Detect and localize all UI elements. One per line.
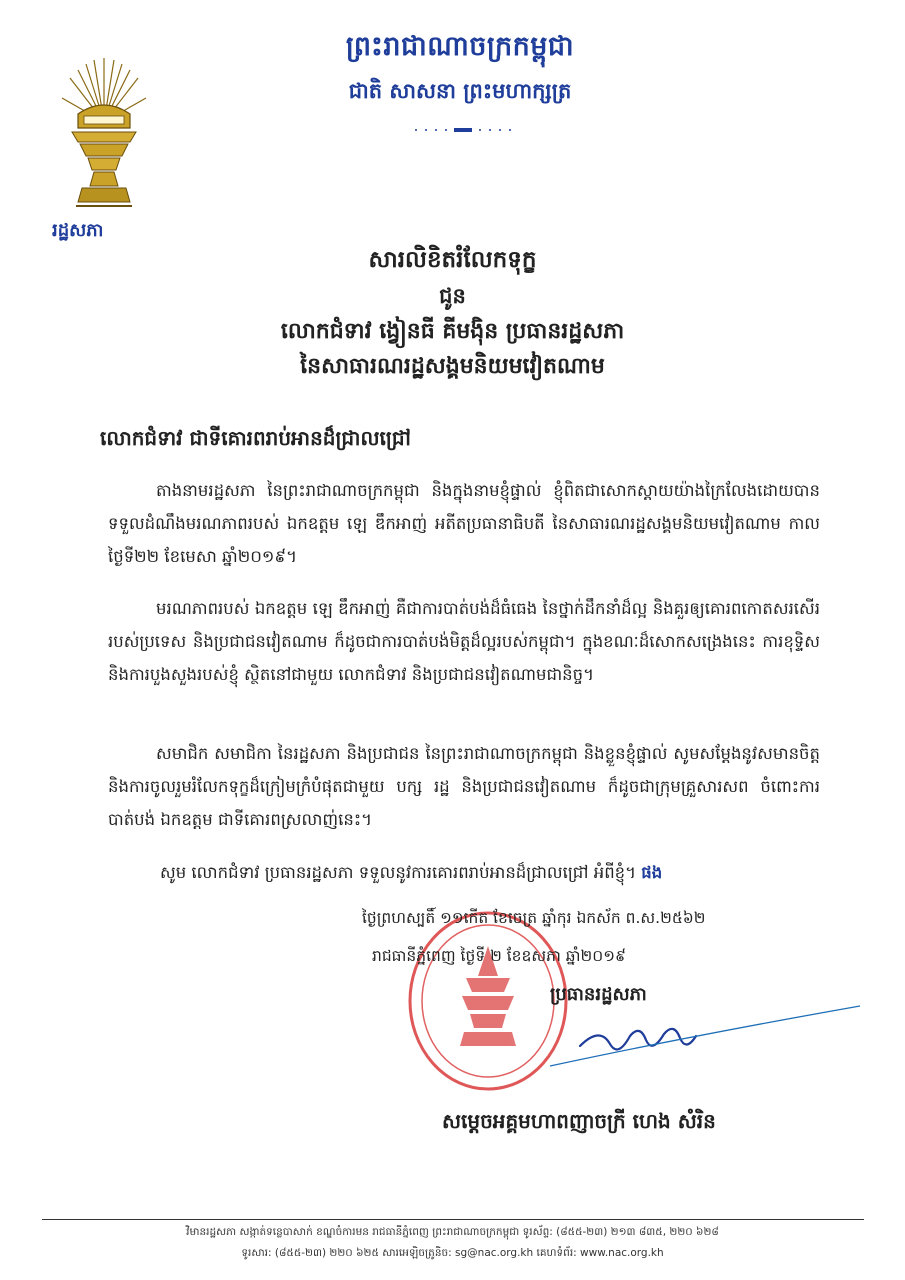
organization-name: រដ្ឋសភា [52,220,104,241]
ornament-divider [408,124,518,136]
footer-address: វិមានរដ្ឋសភា សង្កាត់ទន្លេបាសាក់ ខណ្ឌចំការមន រាជធានីភ្នំពេញ ព្រះរាជាណាចក្រកម្ពុជា ទូរស័ព្ទ: (៨៥៥-២៣) ២១៣ ៨៣៥, ២២០ ៦២៨ [186,1226,719,1238]
kingdom-heading: ព្រះរាជាណាចក្រកម្ពុជា [345,31,575,62]
handwritten-signature [540,996,870,1076]
handwritten-addition: ផង [641,863,663,882]
place-and-date: រាជធានីភ្នំពេញ ថ្ងៃទី ២ ខែឧសភា ឆ្នាំ២០១៩ [372,947,626,965]
lunar-date: ថ្ងៃព្រហស្បតិ៍ ១១កើត ខែចេត្រ ឆ្នាំកុរ ឯកស័ក ព.ស.២៥៦២ [362,909,706,927]
recipient-country: នៃសាធារណរដ្ឋសង្គមនិយមវៀតណាម [300,354,605,379]
signer-title: ប្រធានរដ្ឋសភា [550,984,647,1005]
letter-title: សារលិខិតរំលែកទុក្ខ [368,247,537,273]
body-paragraph-2: មរណភាពរបស់ ឯកឧត្តម ឡេ ឌឹកអាញ់ គឺជាការបាត់បង់ដ៏ធំធេង នៃថ្នាក់ដឹកនាំដ៏ល្អ និងគួរឲ្យគោរពកោតសរសើររបស់ប្រទេស និងប្រជាជនវៀតណាម ក៏ដូចជាការបាត់បង់មិត្តដ៏ល្អរបស់កម្ពុជា។ ក្នុងខណៈដ៏សោកសង្រេងនេះ ការខុទ្ទិស និងការបួងសួងរបស់ខ្ញុំ ស្ថិតនៅជាមួយ លោកជំទាវ និងប្រជាជនវៀតណាមជានិច្ច។ [108,599,820,684]
national-motto: ជាតិ សាសនា ព្រះមហាក្សត្រ [348,79,572,103]
recipient-to: ជូន [439,284,466,308]
closing-text: សូម លោកជំទាវ ប្រធានរដ្ឋសភា ទទួលនូវការគោរពរាប់អានដ៏ជ្រាលជ្រៅ អំពីខ្ញុំ។ [160,863,637,882]
footer-divider [42,1219,864,1220]
national-assembly-emblem-icon [58,52,150,212]
closing-paragraph [160,858,850,888]
body-paragraph-1: តាងនាមរដ្ឋសភា នៃព្រះរាជាណាចក្រកម្ពុជា និងក្នុងនាមខ្ញុំផ្ទាល់ ខ្ញុំពិតជាសោកស្តាយយ៉ាងក្រៃលែងដោយបានទទួលដំណឹងមរណភាពរបស់ ឯកឧត្តម ឡេ ឌឹកអាញ់ អតីតប្រធានាធិបតី នៃសាធារណរដ្ឋសង្គមនិយមវៀតណាម កាលថ្ងៃទី២២ ខែមេសា ឆ្នាំ២០១៩។ [108,481,820,566]
body-paragraph-3: សមាជិក សមាជិកា នៃរដ្ឋសភា និងប្រជាជន នៃព្រះរាជាណាចក្រកម្ពុជា និងខ្លួនខ្ញុំផ្ទាល់ សូមសម្តែងនូវសមានចិត្ត និងការចូលរួមរំលែកទុក្ខដ៏ក្រៀមក្រំបំផុតជាមួយ បក្ស រដ្ឋ និងប្រជាជនវៀតណាម ក៏ដូចជាក្រុមគ្រួសារសព ចំពោះការបាត់បង់ ឯកឧត្តម ជាទីគោរពស្រលាញ់នេះ។ [108,744,820,829]
salutation: លោកជំទាវ ជាទីគោរពរាប់អានដ៏ជ្រាលជ្រៅ [100,426,411,450]
recipient-name: លោកជំទាវ ង្វៀនធី គីមង៉ិន ប្រធានរដ្ឋសភា [280,319,625,344]
signer-name: សម្តេចអគ្គមហាពញាចក្រី ហេង សំរិន [442,1109,716,1133]
footer-contact: ទូរសារ: (៨៥៥-២៣) ២២០ ៦២៥ សារអេឡិចត្រូនិច: sg@nac.org.kh គេហទំព័រ: www.nac.org.kh [241,1247,664,1259]
